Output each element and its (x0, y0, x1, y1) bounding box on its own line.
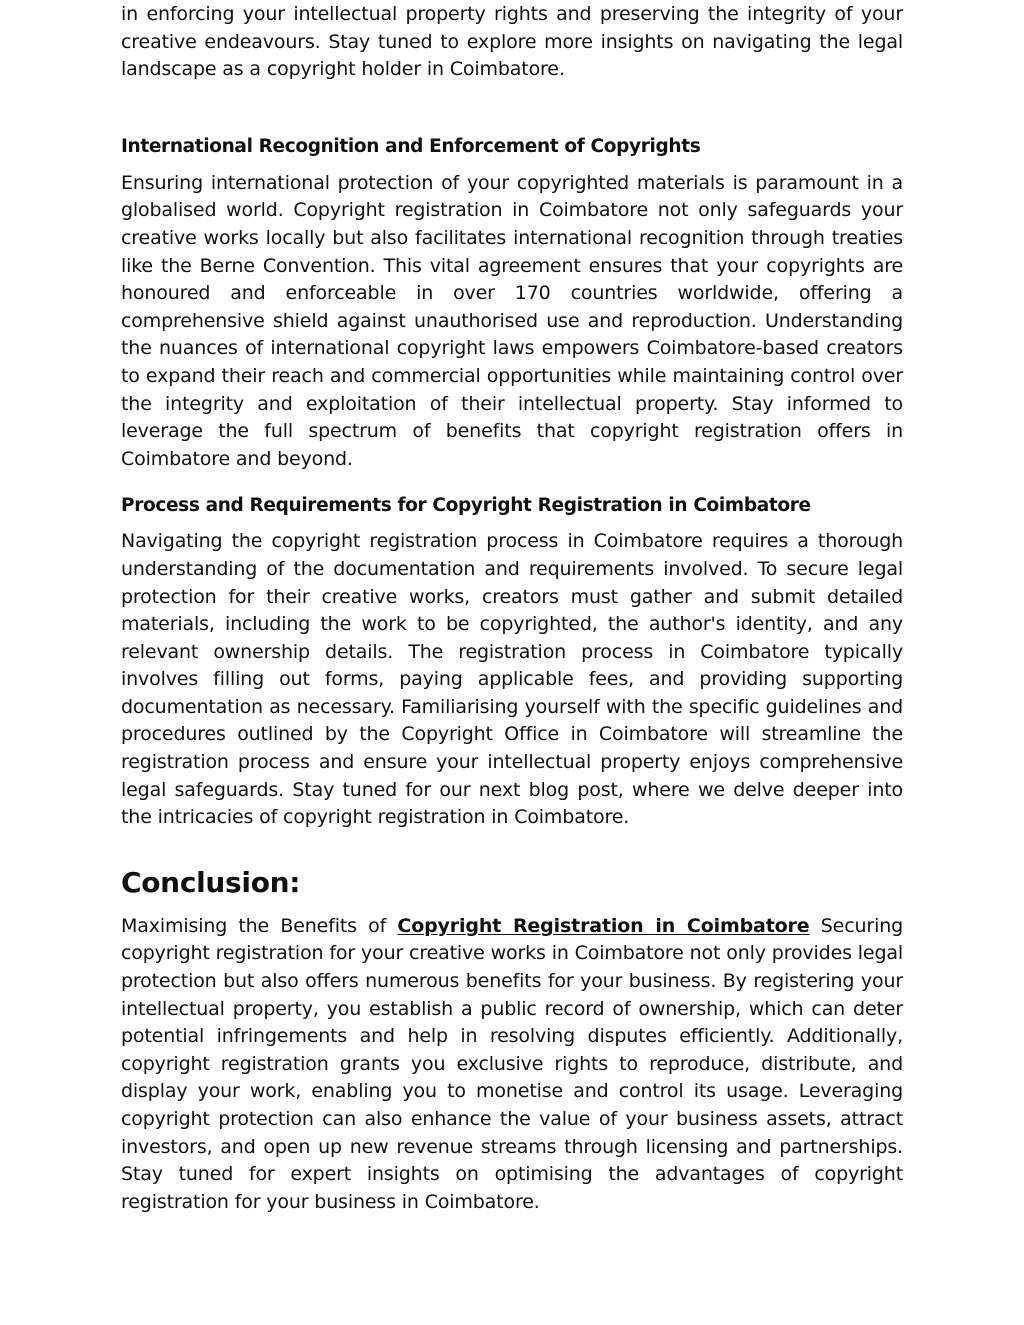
conclusion-body-text: Securing copyright registration for your creative works in Coimbatore not only provides legal protection but also offers numerous benefits for your business. By registering your intellectual property, you establish a public record of ownership, which can deter potential infringements and help in resolving disputes efficiently. Additionally, copyright registration grants you exclusive rights to reproduce, distribute, and display your work, enabling you to monetise and control its usage. Leveraging copyright protection can also enhance the value of your business assets, attract investors, and open up new revenue streams through licensing and partnerships. Stay tuned for expert insights on optimising the advantages of copyright registration for your business in Coimbatore. (121, 914, 903, 1213)
copyright-registration-link[interactable]: Copyright Registration in Coimbatore (397, 914, 810, 937)
section-paragraph-process-requirements: Navigating the copyright registration process in Coimbatore requires a thorough understanding of the documentation and requirements involved. To secure legal protection for their creative works, creators must gather and submit detailed materials, including the work to be copyrighted, the author's identity, and any relevant ownership details. The registration process in Coimbatore typically involves filling out forms, paying applicable fees, and providing supporting documentation as necessary. Familiarising yourself with the specific guidelines and procedures outlined by the Copyright Office in Coimbatore will streamline the registration process and ensure your intellectual property enjoys comprehensive legal safeguards. Stay tuned for our next blog post, where we delve deeper into the intricacies of copyright registration in Coimbatore. (121, 530, 903, 829)
conclusion-heading: Conclusion: (121, 865, 301, 899)
conclusion-lead-text: Maximising the Benefits of (121, 914, 398, 937)
document-page (121, 0, 903, 1216)
intro-paragraph: in enforcing your intellectual property rights and preserving the integrity of your creative endeavours. Stay tuned to explore more insights on navigating the legal landscape as a copyright holder in Coimbatore. (121, 3, 903, 81)
conclusion-paragraph (121, 913, 903, 1217)
section-paragraph-international-recognition: Ensuring international protection of your copyrighted materials is paramount in a globalised world. Copyright registration in Coimbatore not only safeguards your creative works locally but also facilitates international recognition through treaties like the Berne Convention. This vital agreement ensures that your copyrights are honoured and enforceable in over 170 countries worldwide, offering a comprehensive shield against unauthorised use and reproduction. Understanding the nuances of international copyright laws empowers Coimbatore-based creators to expand their reach and commercial opportunities while maintaining control over the integrity and exploitation of their intellectual property. Stay informed to leverage the full spectrum of benefits that copyright registration offers in Coimbatore and beyond. (121, 171, 903, 470)
section-heading-process-requirements: Process and Requirements for Copyright Registration in Coimbatore (121, 495, 811, 517)
section-heading-international-recognition: International Recognition and Enforcement of Copyrights (121, 135, 701, 157)
